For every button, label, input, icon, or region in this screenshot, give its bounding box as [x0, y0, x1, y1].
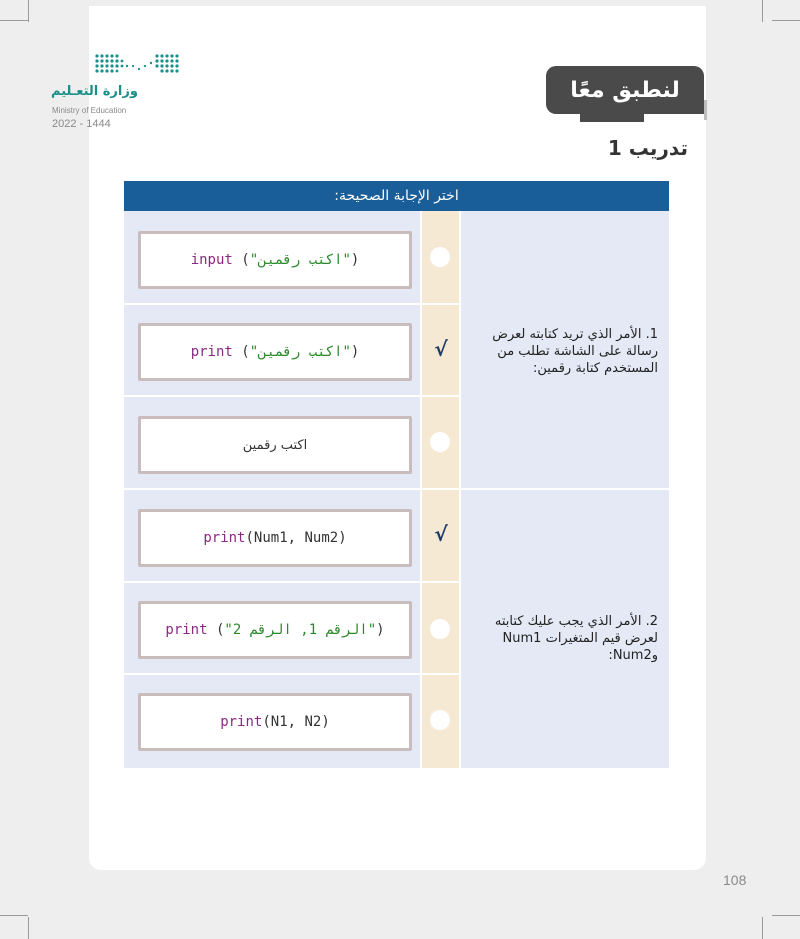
q2-option-1[interactable] [138, 509, 412, 567]
code-args: (Num1, Num2) [245, 530, 347, 546]
code-paren: ( [232, 252, 250, 268]
q2-option-2[interactable] [138, 601, 412, 659]
code-string: "الرقم 1, الرقم 2" [224, 622, 377, 638]
crop-mark [772, 915, 800, 916]
q1-option-2[interactable] [138, 323, 412, 381]
code-paren: ( [232, 344, 250, 360]
code-keyword: print [165, 622, 208, 638]
crop-mark [0, 915, 28, 916]
row-divider [124, 303, 461, 305]
code-keyword: input [190, 252, 233, 268]
crop-mark [772, 20, 800, 21]
q1-option-3[interactable] [138, 416, 412, 474]
banner-edge [704, 100, 707, 120]
crop-mark [28, 917, 29, 939]
ministry-name-arabic: وزارة التعـليم [51, 84, 138, 99]
q2-option-1-checkmark-icon[interactable]: √ [434, 522, 448, 546]
page-number: 108 [723, 872, 747, 888]
code-paren: ) [350, 344, 360, 360]
question-1-text: 1. الأمر الذي تريد كتابته لعرض رسالة على الشاشة تطلب من المستخدم كتابة رقمين: [492, 327, 658, 376]
exercise-title: تدريب 1 [607, 136, 688, 160]
table-header: اختر الإجابة الصحيحة: [124, 181, 669, 211]
academic-year: 2022 - 1444 [52, 118, 111, 130]
q1-option-2-checkmark-icon[interactable]: √ [434, 337, 448, 361]
banner-tab [580, 113, 644, 122]
row-divider [124, 581, 461, 583]
code-args: (N1, N2) [262, 714, 330, 730]
ministry-name-english: Ministry of Education [52, 106, 127, 115]
q1-option-1[interactable] [138, 231, 412, 289]
crop-mark [28, 0, 29, 22]
code-keyword: print [190, 344, 233, 360]
ministry-logo-icon [93, 53, 189, 75]
code-paren: ) [350, 252, 360, 268]
code-string: "اكتب رقمين" [249, 344, 351, 360]
section-banner: لنطبق معًا [546, 66, 704, 114]
exercise-table [124, 181, 669, 768]
q1-option-3-radio[interactable] [430, 432, 450, 452]
code-paren: ) [376, 622, 385, 638]
q2-option-3[interactable] [138, 693, 412, 751]
option-text: اكتب رقمين [242, 437, 308, 453]
row-divider [124, 488, 669, 490]
crop-mark [762, 0, 763, 22]
crop-mark [762, 917, 763, 939]
question-2-text: 2. الأمر الذي يجب عليك كتابته لعرض قيم المتغيرات Num1 وNum2: [494, 614, 658, 663]
row-divider [124, 673, 461, 675]
crop-mark [0, 20, 28, 21]
q1-option-1-radio[interactable] [430, 247, 450, 267]
code-keyword: print [203, 530, 246, 546]
code-string: "اكتب رقمين" [249, 252, 351, 268]
row-divider [124, 395, 461, 397]
q2-option-3-radio[interactable] [430, 710, 450, 730]
code-keyword: print [220, 714, 263, 730]
q2-option-2-radio[interactable] [430, 619, 450, 639]
code-paren: ( [207, 622, 225, 638]
